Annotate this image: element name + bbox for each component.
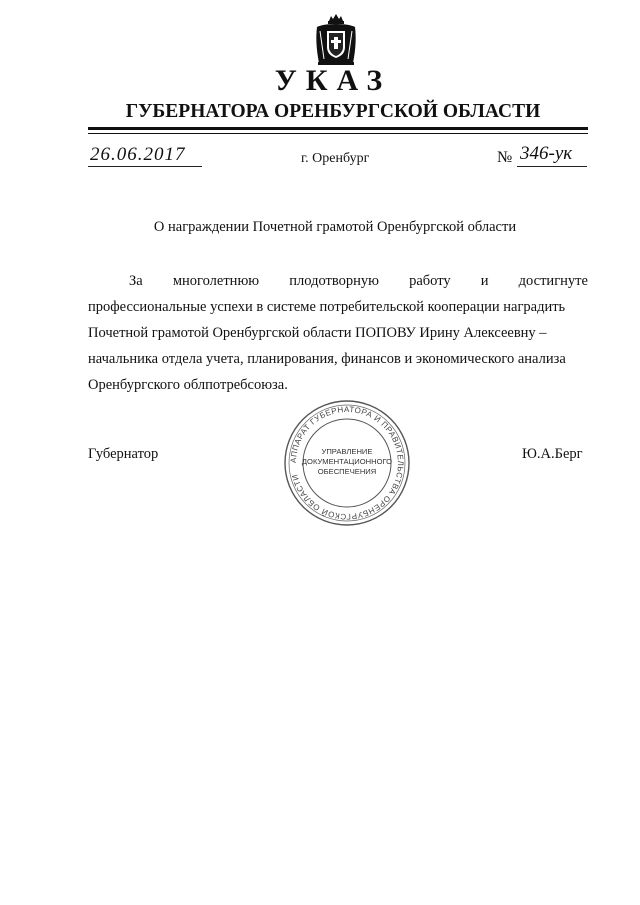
number-sign: № [497, 149, 513, 166]
decree-date: 26.06.2017 [90, 144, 186, 165]
document-subtitle: ГУБЕРНАТОРА ОРЕНБУРГСКОЙ ОБЛАСТИ [125, 101, 541, 122]
body-line-3: Почетной грамотой Оренбургской области ПОПОВУ Ирину Алексеевну – [88, 325, 547, 341]
body-line-2: профессиональные успехи в системе потребительской кооперации наградить [88, 299, 566, 315]
date-underline [88, 166, 202, 167]
body-word: плодотворную [289, 273, 379, 289]
official-stamp [282, 398, 412, 528]
header-divider-thick [88, 127, 588, 130]
signatory-name: Ю.А.Берг [522, 446, 583, 462]
document-title: УКАЗ [274, 64, 392, 97]
body-word: достигнуте [518, 273, 588, 289]
decree-body [88, 268, 588, 398]
body-line-1 [88, 268, 588, 294]
header-divider-thin [88, 133, 588, 134]
stamp-line-2: ДОКУМЕНТАЦИОННОГО [301, 457, 393, 466]
body-line-5: Оренбургского облпотребсоюза. [88, 377, 288, 393]
stamp-ring-text: АППАРАТ ГУБЕРНАТОРА И ПРАВИТЕЛЬСТВА ОРЕНБУРГСКОЙ ОБЛАСТИ [288, 404, 406, 522]
decree-city: г. Оренбург [301, 151, 370, 166]
decree-number: 346-ук [520, 143, 573, 164]
coat-of-arms-icon [313, 13, 359, 67]
decree-heading: О награждении Почетной грамотой Оренбургской области [153, 219, 517, 235]
signatory-role: Губернатор [88, 446, 159, 462]
body-word: За [129, 273, 143, 289]
body-word: многолетнюю [172, 273, 260, 289]
body-word: и [480, 273, 489, 289]
stamp-line-1: УПРАВЛЕНИЕ [321, 447, 373, 456]
body-word: работу [409, 273, 451, 289]
stamp-line-3: ОБЕСПЕЧЕНИЯ [317, 467, 377, 476]
body-line-4: начальника отдела учета, планирования, финансов и экономического анализа [88, 351, 566, 367]
number-underline [517, 166, 587, 167]
